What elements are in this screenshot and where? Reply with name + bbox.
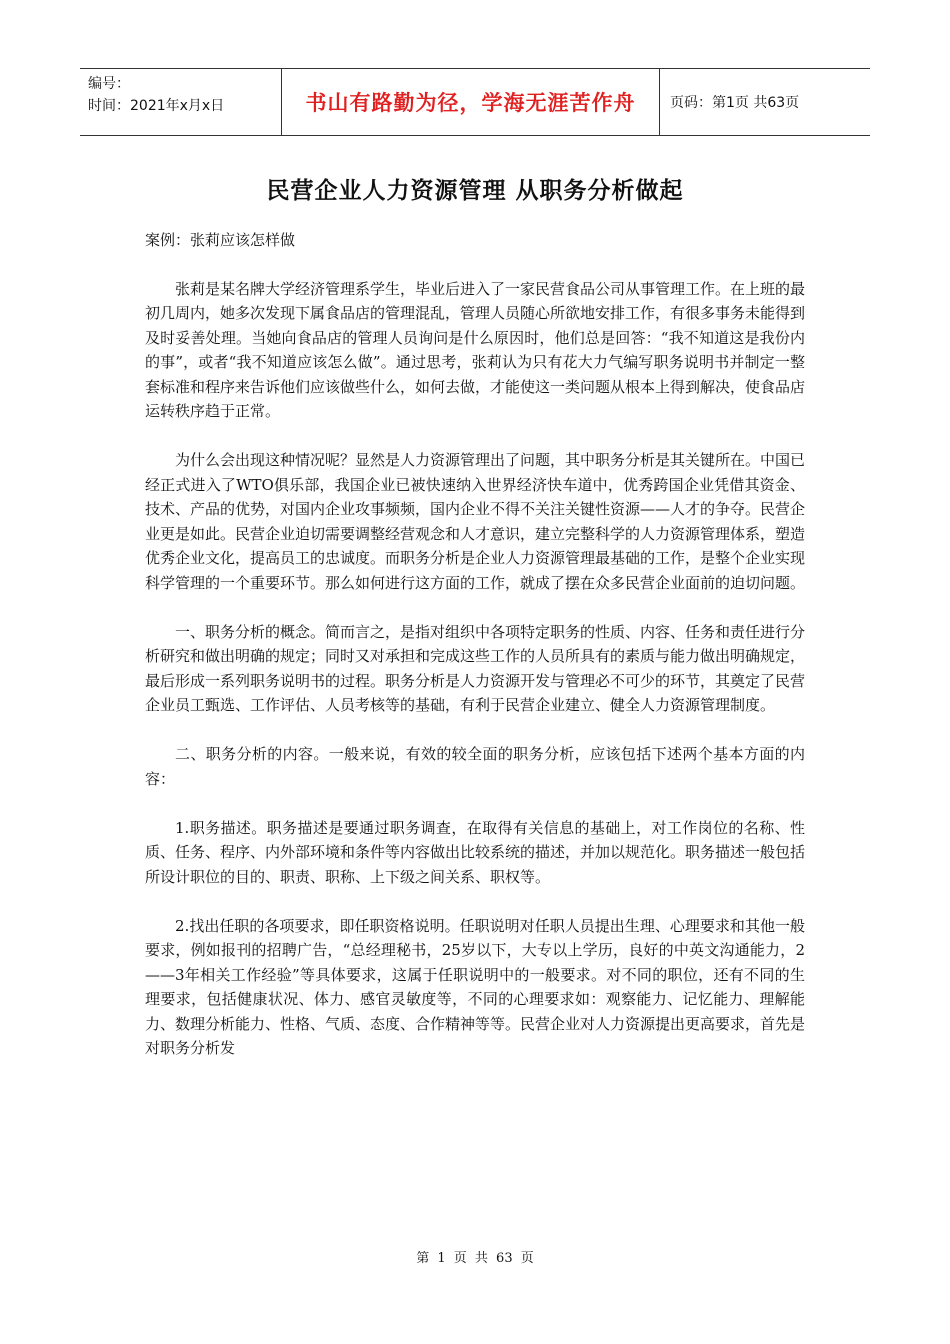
header-table xyxy=(80,68,870,136)
case-label: 案例：张莉应该怎样做 xyxy=(145,231,296,249)
paragraph: 为什么会出现这种情况呢？显然是人力资源管理出了问题，其中职务分析是其关键所在。中国已经正式进入了WTO俱乐部，我国企业已被快速纳入世界经济快车道中，优秀跨国企业凭借其资金、技术、产品的优势，对国内企业攻事频频，国内企业不得不关注关键性资源——人才的争夺。民营企业更是如此。民营企业迫切需要调整经营观念和人才意识，建立完整科学的人力资源管理体系，塑造优秀企业文化，提高员工的忠诚度。而职务分析是企业人力资源管理最基础的工作，是整个企业实现科学管理的一个重要环节。那么如何进行这方面的工作，就成了摆在众多民营企业面前的迫切问题。 xyxy=(145,451,806,592)
document-time-label: 时间：2021年x月x日 xyxy=(88,98,225,114)
paragraph: 一、职务分析的概念。简而言之，是指对组织中各项特定职务的性质、内容、任务和责任进行分析研究和做出明确的规定；同时又对承担和完成这些工作的人员所具有的素质与能力做出明确规定，最后形成一系列职务说明书的过程。职务分析是人力资源开发与管理必不可少的环节，其奠定了民营企业员工甄选、工作评估、人员考核等的基础，有利于民营企业建立、健全人力资源管理制度。 xyxy=(145,622,806,714)
paragraph: 2.找出任职的各项要求，即任职资格说明。任职说明对任职人员提出生理、心理要求和其他一般要求，例如报刊的招聘广告，“总经理秘书，25岁以下，大专以上学历，良好的中英文沟通能力，2——3年相关工作经验”等具体要求，这属于任职说明中的一般要求。对不同的职位，还有不同的生理要求，包括健康状况、体力、感官灵敏度等，不同的心理要求如：观察能力、记忆能力、理解能力、数理分析能力、性格、气质、态度、合作精神等等。民营企业对人力资源提出更高要求，首先是对职务分析发 xyxy=(145,916,806,1057)
header-meta xyxy=(80,69,282,135)
document-body xyxy=(145,228,805,1085)
document-title: 民营企业人力资源管理 从职务分析做起 xyxy=(266,177,684,204)
header-page-info: 页码：第1页 共63页 xyxy=(670,95,800,111)
document-number-label: 编号： xyxy=(88,76,130,92)
paragraph: 张莉是某名牌大学经济管理系学生，毕业后进入了一家民营食品公司从事管理工作。在上班的最初几周内，她多次发现下属食品店的管理混乱，管理人员随心所欲地安排工作，有很多事务未能得到及时妥善处理。当她向食品店的管理人员询问是什么原因时，他们总是回答：“我不知道这是我份内的事”，或者“我不知道应该怎么做”。通过思考，张莉认为只有花大力气编写职务说明书并制定一整套标准和程序来告诉他们应该做些什么，如何去做，才能使这一类问题从根本上得到解决，使食品店运转秩序趋于正常。 xyxy=(145,279,806,420)
header-motto: 书山有路勤为径，学海无涯苦作舟 xyxy=(282,69,660,135)
paragraph: 二、职务分析的内容。一般来说，有效的较全面的职务分析，应该包括下述两个基本方面的内容： xyxy=(145,745,805,788)
page-footer: 第 1 页 共 63 页 xyxy=(416,1251,534,1266)
paragraph: 1.职务描述。职务描述是要通过职务调查，在取得有关信息的基础上，对工作岗位的名称、性质、任务、程序、内外部环境和条件等内容做出比较系统的描述，并加以规范化。职务描述一般包括所设计职位的目的、职责、职称、上下级之间关系、职权等。 xyxy=(145,818,806,886)
